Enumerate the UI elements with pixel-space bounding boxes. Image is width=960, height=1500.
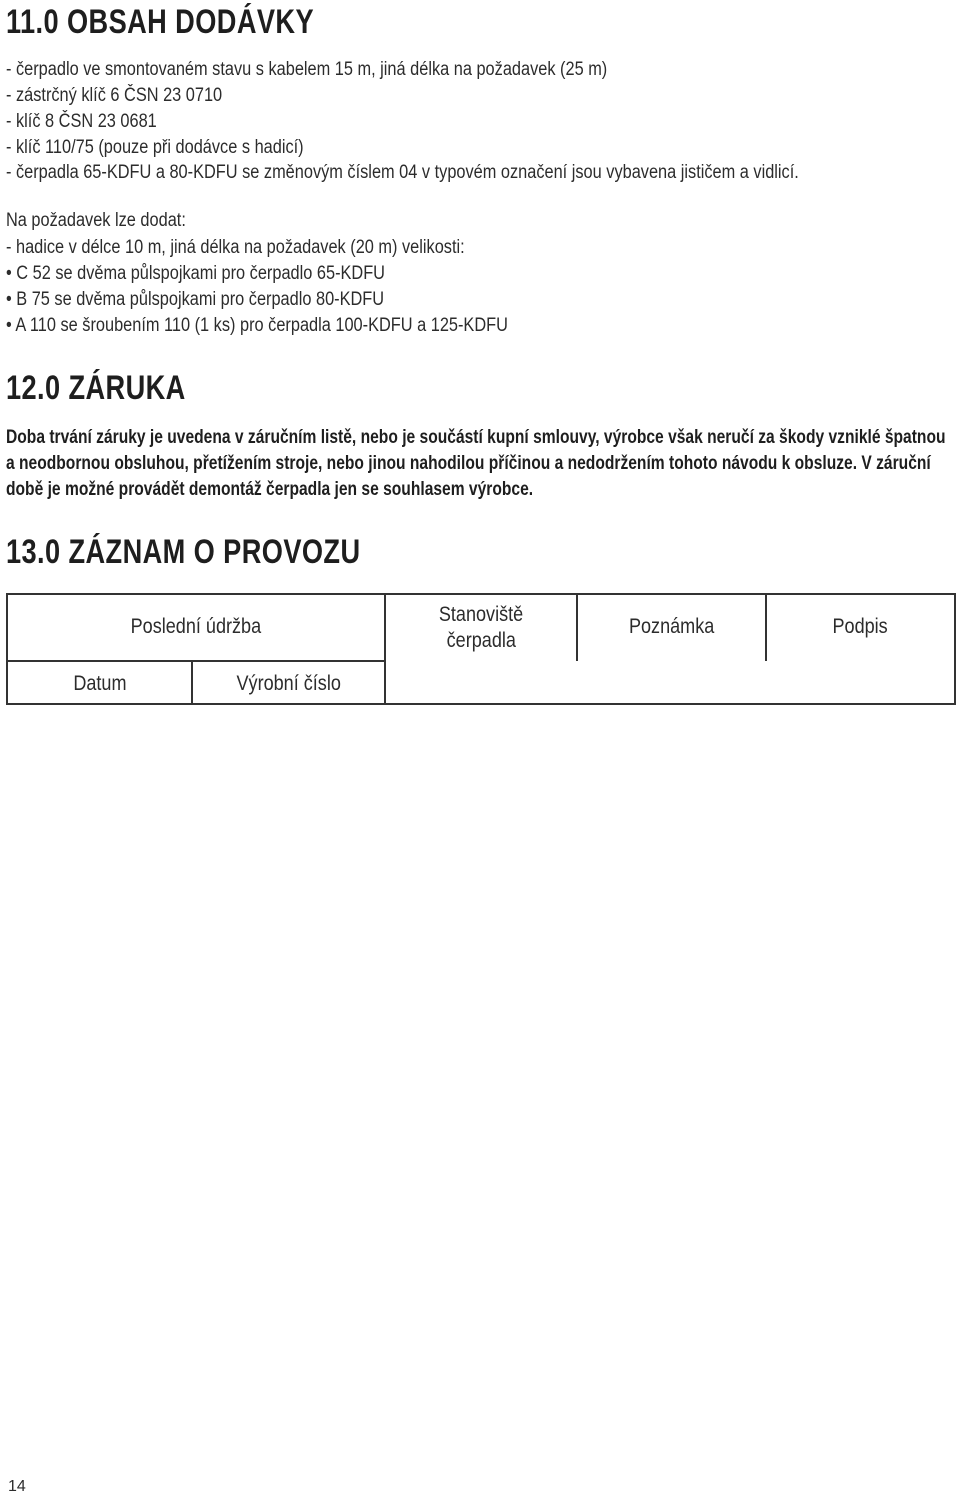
column-header-podpis: Podpis: [832, 615, 889, 638]
list-item: • A 110 se šroubením 110 (1 ks) pro čerpadla 100-KDFU a 125-KDFU: [6, 315, 508, 336]
list-item: • B 75 se dvěma půlspojkami pro čerpadlo 80-KDFU: [6, 289, 385, 310]
list-item: - klíč 8 ČSN 23 0681: [6, 111, 157, 132]
table-rule: [8, 660, 384, 662]
list-item: - čerpadla 65-KDFU a 80-KDFU se změnovým číslem 04 v typovém označení jsou vybavena jističem a vidlicí.: [6, 162, 799, 183]
warranty-paragraph-line: Doba trvání záruky je uvedena v záručním listě, nebo je součástí kupní smlouvy, výrobce však neručí za škody vzniklé špatnou: [6, 426, 946, 448]
list-item: - klíč 110/75 (pouze při dodávce s hadicí): [6, 137, 304, 158]
section-13-heading: 13.0 ZÁZNAM O PROVOZU: [6, 533, 361, 571]
column-header-vyrobni-cislo: Výrobní číslo: [236, 672, 341, 695]
list-item: - hadice v délce 10 m, jiná délka na požadavek (20 m) velikosti:: [6, 237, 465, 258]
section-11-heading: 11.0 OBSAH DODÁVKY: [6, 3, 314, 41]
column-header-poznamka: Poznámka: [628, 615, 715, 638]
list-item: - zástrčný klíč 6 ČSN 23 0710: [6, 85, 223, 106]
page-number: 14: [8, 1478, 26, 1495]
column-header-datum: Datum: [72, 672, 127, 695]
warranty-paragraph-line: době je možné provádět demontáž čerpadla jen se souhlasem výrobce.: [6, 478, 534, 500]
list-item: - čerpadlo ve smontovaném stavu s kabelem 15 m, jiná délka na požadavek (25 m): [6, 59, 608, 80]
list-item: • C 52 se dvěma půlspojkami pro čerpadlo 65-KDFU: [6, 263, 385, 284]
column-header-posledni-udrzba: Poslední údržba: [130, 615, 262, 638]
column-header-stanoviste-line2: čerpadla: [446, 629, 516, 652]
section-12-heading: 12.0 ZÁRUKA: [6, 369, 186, 407]
warranty-paragraph-line: a neodbornou obsluhou, přetížením stroje, nebo jinou nahodilou příčinou a nedodržením tohoto návodu k obsluze. V záruční: [6, 452, 931, 474]
optional-intro: Na požadavek lze dodat:: [6, 210, 186, 231]
operation-record-table: [6, 593, 956, 705]
column-header-stanoviste: Stanoviště: [438, 603, 524, 626]
